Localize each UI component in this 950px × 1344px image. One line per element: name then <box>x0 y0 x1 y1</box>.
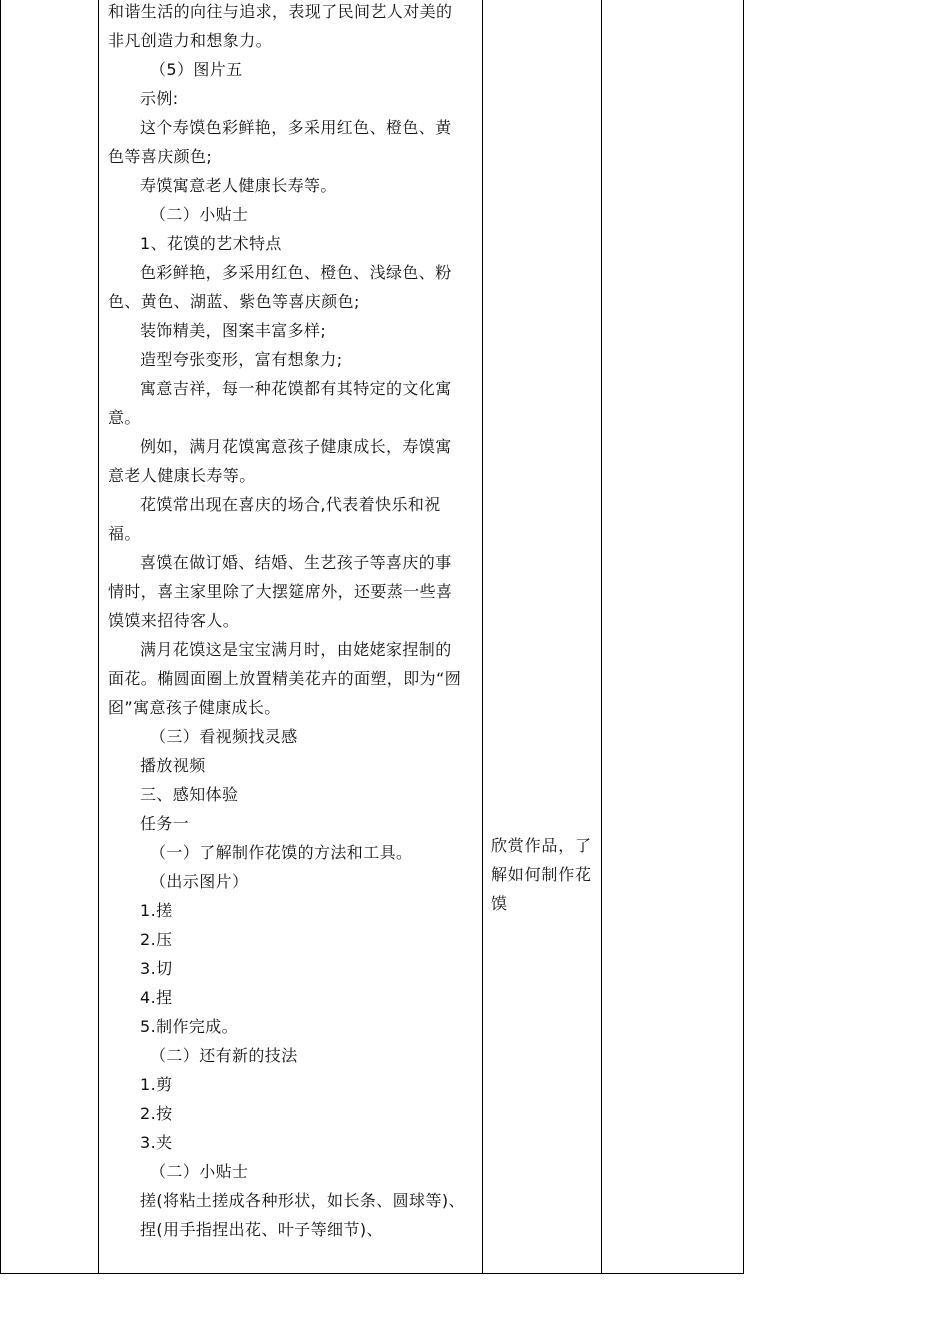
text-line: 2.压 <box>140 930 173 949</box>
student-activity-cell <box>491 834 597 921</box>
text-line: （一）了解制作花馍的方法和工具。 <box>150 843 413 862</box>
text-line: 馍馍来招待客人。 <box>108 611 240 630</box>
text-line: 捏(用手指捏出花、叶子等细节)、 <box>140 1220 383 1239</box>
text-line: 非凡创造力和想象力。 <box>108 31 273 50</box>
text-line: 三、感知体验 <box>140 785 239 804</box>
text-line: 任务一 <box>140 814 190 833</box>
text-line: 这个寿馍色彩鲜艳，多采用红色、橙色、黄 <box>140 118 452 137</box>
text-line: 意。 <box>108 408 141 427</box>
student-text-line: 解如何制作花 <box>491 865 592 884</box>
text-line: 寿馍寓意老人健康长寿等。 <box>140 176 337 195</box>
student-text-line: 欣赏作品，了 <box>491 836 592 855</box>
text-line: 满月花馍这是宝宝满月时，由姥姥家捏制的 <box>140 640 452 659</box>
text-line: 喜馍在做订婚、结婚、生艺孩子等喜庆的事 <box>140 553 452 572</box>
teacher-activity-cell <box>108 0 476 1247</box>
text-line: 2.按 <box>140 1104 173 1123</box>
text-line: 意老人健康长寿等。 <box>108 466 256 485</box>
text-line: 情时，喜主家里除了大摆筵席外，还要蒸一些喜 <box>108 582 453 601</box>
text-line: 色彩鲜艳，多采用红色、橙色、浅绿色、粉 <box>140 263 452 282</box>
column-divider-1 <box>98 0 99 1274</box>
text-line: 福。 <box>108 524 141 543</box>
text-line: 寓意吉祥，每一种花馍都有其特定的文化寓 <box>140 379 452 398</box>
column-divider-2 <box>482 0 483 1274</box>
text-line: 1、花馍的艺术特点 <box>140 234 282 253</box>
text-line: 示例: <box>140 89 179 108</box>
text-line: 播放视频 <box>140 756 206 775</box>
student-text-line: 馍 <box>491 894 508 913</box>
text-line: 例如，满月花馍寓意孩子健康成长，寿馍寓 <box>140 437 452 456</box>
text-line: 5.制作完成。 <box>140 1017 239 1036</box>
text-line: （二）还有新的技法 <box>150 1046 298 1065</box>
text-line: 1.搓 <box>140 901 173 920</box>
column-divider-3 <box>601 0 602 1274</box>
text-line: 4.捏 <box>140 988 173 1007</box>
text-line: 3.切 <box>140 959 173 978</box>
text-line: （三）看视频找灵感 <box>150 727 298 746</box>
text-line: 1.剪 <box>140 1075 173 1094</box>
text-line: 3.夹 <box>140 1133 173 1152</box>
text-line: 囵”寓意孩子健康成长。 <box>108 698 281 717</box>
text-line: （二）小贴士 <box>150 1162 249 1181</box>
text-line: 色、黄色、湖蓝、紫色等喜庆颜色; <box>108 292 360 311</box>
text-line: 装饰精美，图案丰富多样; <box>140 321 327 340</box>
text-line: （出示图片） <box>150 872 249 891</box>
table-border-left <box>0 0 1 1274</box>
text-line: 搓(将粘土搓成各种形状，如长条、圆球等)、 <box>140 1191 465 1210</box>
text-line: 和谐生活的向往与追求，表现了民间艺人对美的 <box>108 2 453 21</box>
text-line: （二）小贴士 <box>150 205 249 224</box>
text-line: 色等喜庆颜色; <box>108 147 213 166</box>
text-line: 造型夸张变形，富有想象力; <box>140 350 343 369</box>
text-line: 花馍常出现在喜庆的场合,代表着快乐和祝 <box>140 495 441 514</box>
text-line: （5）图片五 <box>150 60 243 79</box>
text-line: 面花。椭圆面圈上放置精美花卉的面塑，即为“囫 <box>108 669 462 688</box>
